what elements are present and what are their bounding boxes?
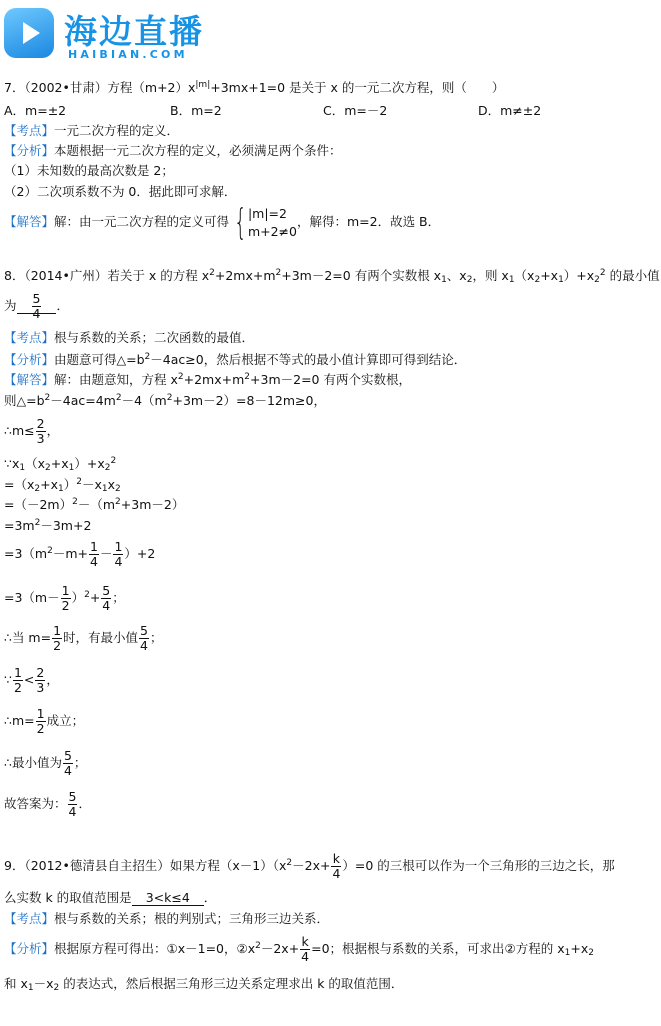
q8-step-min-value: ∴最小值为 $\frac{5}{4}$ ； [4,748,87,778]
q9-fenxi-continued: 和 $x_1-x_2$ 的表达式，然后根据三角形三边关系定理求出 k 的取值范围． [4,976,404,993]
q7-condition-1: （1）未知数的最高次数是 2； [4,163,174,178]
q7-condition-2: （2）二次项系数不为 0．据此即可求解． [4,184,237,199]
q7-option-b: B．m=2 [170,103,222,118]
q8-step-compare: ∵ $\frac{1}{2}$ < $\frac{2}{3}$ ， [4,665,59,695]
q7-kaodian: 【考点】一元二次方程的定义． [4,123,180,138]
q8-stem: 8．（2014•广州）若关于 x 的方程 $x^2+2mx+m^2+3m-2=0$ 有两个实数根 $x_1$、$x_2$，则 $x_1(x_2+x_1)+x_2^2$ 的最小值 [4,268,660,285]
q8-step-vertex-form: =3（m－ $\frac{1}{2}$ ）$^2$+ $\frac{5}{4}$ ； [4,583,125,613]
q8-step-holds: ∴m= $\frac{1}{2}$ 成立； [4,706,85,736]
logo-url: HAIBIAN.COM [68,48,188,61]
q7-option-a: A．m=±2 [4,103,67,118]
logo-name: 海边直播 [64,12,204,51]
q7-fenxi: 【分析】本题根据一元二次方程的定义，必须满足两个条件： [4,143,342,158]
q9-kaodian: 【考点】根与系数的关系；根的判别式；三角形三边关系． [4,911,330,926]
q7-option-c: C．m=－2 [323,103,388,118]
q8-step-expression: $\because x_1(x_2+x_1)+x_2^2$ [4,456,117,473]
q8-step-discriminant: 则$\triangle=b^2-4ac=4m^2-4(m^2+3m-2)=8-12m\ge 0$， [4,393,326,408]
q8-final-answer: 故答案为： $\frac{5}{4}$ ． [4,789,91,819]
q8-step-m-range: ∴m≤ $\frac{2}{3}$ ， [4,416,60,446]
q8-step-simplify: $=3m^2-3m+2$ [4,518,92,533]
q9-stem: 9．（2012•德清县自主招生）如果方程$(x-1)(x^2-2x+$ $\frac{k}{4}$ ）=0 的三根可以作为一个三角形的三边之长，那 [4,851,615,881]
q7-option-d: D．m≠±2 [478,103,542,118]
q9-stem-answer: 么实数 k 的取值范围是 3<k≤4 ． [4,890,217,905]
q7-stem: 7．（2002•甘肃）方程$(m+2)x^{|m|}+3mx+1=0$ 是关于 x 的一元二次方程，则（ ） [4,80,505,95]
q7-jieda: 【解答】解：由一元二次方程的定义可得 { |m|=2 m+2≠0 ，解得：m=2．故选 B． [4,201,441,243]
q8-step-min-at: ∴当 m= $\frac{1}{2}$ 时，有最小值 $\frac{5}{4}$ ； [4,623,163,653]
q8-step-complete-square: $=3(m^2-m+$ $\frac{1}{4}$ － $\frac{1}{4}$ ）+2 [4,539,156,569]
q8-jieda: 【解答】解：由题意知，方程 $x^2+2mx+m^2+3m-2=0$ 有两个实数根， [4,372,411,387]
q9-fenxi: 【分析】根据原方程可得出：①x－1=0，$②x^2-2x+$ $\frac{k}{4}$ =0；根据根与系数的关系，可求出②方程的 $x_1+x_2$ [4,934,594,964]
q8-fenxi: 【分析】由题意可得$\triangle=b^2-4ac\ge 0$，然后根据不等式的最小值计算即可得到结论． [4,352,467,367]
play-logo-icon [4,8,54,58]
q8-step-substitute: $=(-2m)^2-(m^2+3m-2)$ [4,497,185,512]
q8-kaodian: 【考点】根与系数的关系；二次函数的最值． [4,330,255,345]
q8-answer: 为 $\frac{5}{4}$ ． [4,291,69,321]
q8-step-square: $=(x_2+x_1)^2-x_1x_2$ [4,477,121,494]
